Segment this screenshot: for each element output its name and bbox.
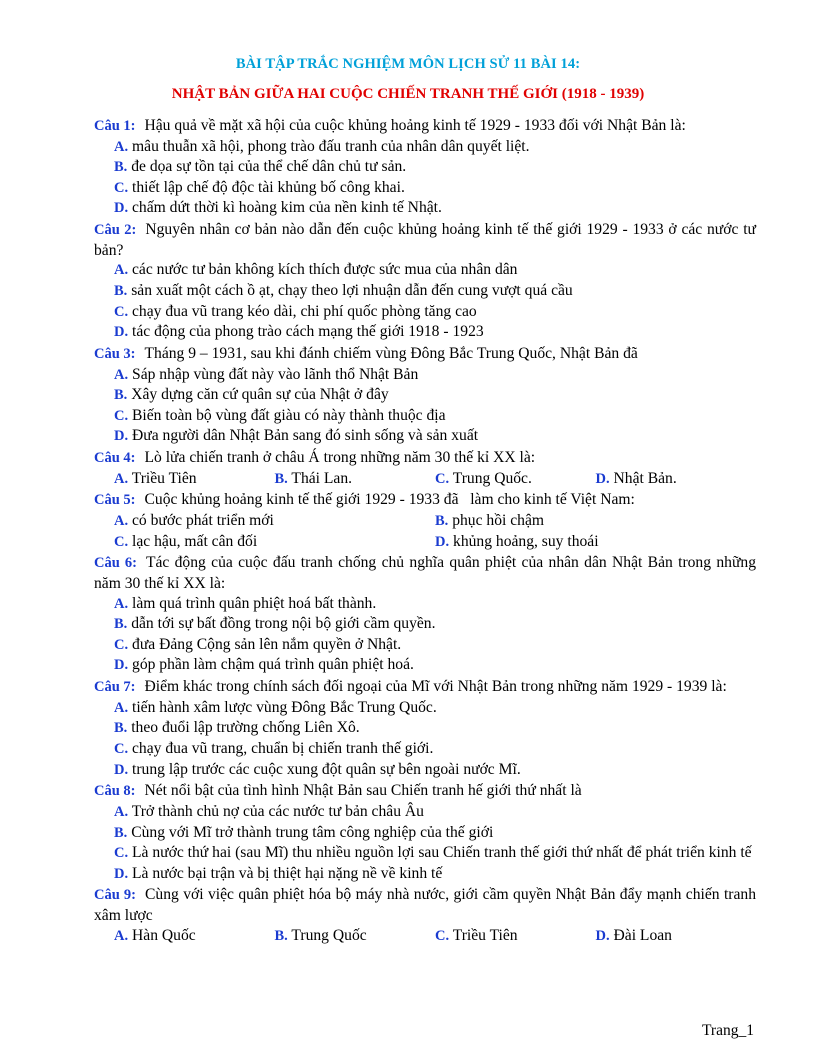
question-label: Câu 1: (94, 118, 136, 134)
option-letter: A. (114, 595, 129, 612)
question-1 (94, 116, 756, 219)
question-5 (94, 490, 756, 552)
option-letter: C. (435, 470, 450, 487)
option-a (114, 926, 275, 947)
option-text: sản xuất một cách ồ ạt, chạy theo lợi nhuận dẫn đến cung vượt quá cầu (131, 281, 573, 299)
option-text: Trung Quốc. (452, 469, 532, 487)
option-b (94, 281, 756, 302)
option-letter: B. (274, 927, 288, 944)
option-letter: D. (114, 657, 129, 674)
question-text: Tháng 9 – 1931, sau khi đánh chiếm vùng Đông Bắc Trung Quốc, Nhật Bản đã (144, 344, 638, 362)
option-letter: B. (114, 159, 128, 176)
question-text: Cuộc khủng hoảng kinh tế thế giới 1929 - 1933 đã làm cho kinh tế Việt Nam: (144, 491, 635, 509)
option-letter: D. (114, 200, 129, 217)
option-b (275, 469, 436, 490)
option-d (596, 926, 757, 947)
question-label: Câu 7: (94, 679, 136, 696)
question-stem (94, 781, 756, 802)
option-row (94, 511, 756, 532)
option-letter: B. (114, 387, 128, 404)
question-stem (94, 116, 756, 137)
option-b (94, 823, 756, 844)
option-letter: C. (114, 636, 129, 653)
question-stem (94, 490, 756, 511)
option-letter: D. (114, 324, 129, 341)
option-letter: D. (435, 533, 450, 550)
option-d (94, 760, 756, 781)
option-c (94, 635, 756, 656)
option-text: làm quá trình quân phiệt hoá bất thành. (132, 594, 377, 612)
option-text: Biến toàn bộ vùng đất giàu có này thành thuộc địa (132, 406, 446, 424)
option-letter: A. (114, 927, 129, 944)
option-c (94, 843, 756, 864)
question-text: Cùng với việc quân phiệt hóa bộ máy nhà nước, giới cầm quyền Nhật Bản đẩy mạnh chiến tranh xâm lược (94, 886, 756, 925)
question-4 (94, 448, 756, 489)
option-c (435, 926, 596, 947)
question-text: Lò lửa chiến tranh ở châu Á trong những năm 30 thế kỉ XX là: (144, 449, 536, 467)
option-text: tác động của phong trào cách mạng thế giới 1918 - 1923 (132, 323, 484, 341)
document-title: BÀI TẬP TRẮC NGHIỆM MÔN LỊCH SỬ 11 BÀI 14: (235, 56, 581, 72)
option-row (94, 469, 756, 490)
option-text: góp phần làm chậm quá trình quân phiệt hoá. (132, 656, 414, 674)
option-letter: C. (114, 845, 129, 862)
option-letter: A. (114, 262, 129, 279)
option-letter: D. (595, 927, 610, 944)
option-a (94, 594, 756, 615)
option-letter: C. (114, 179, 129, 196)
option-letter: C. (435, 927, 450, 944)
question-7 (94, 677, 756, 780)
option-text: mâu thuẫn xã hội, phong trào đấu tranh của nhân dân quyết liệt. (132, 137, 530, 155)
option-text: Trở thành chủ nợ của các nước tư bản châu Âu (131, 802, 424, 820)
option-letter: D. (114, 865, 129, 882)
option-letter: A. (114, 699, 129, 716)
option-b (94, 385, 756, 406)
option-letter: C. (114, 407, 129, 424)
question-stem (94, 553, 756, 593)
question-label: Câu 2: (94, 222, 137, 239)
option-text: theo đuổi lập trường chống Liên Xô. (131, 719, 360, 737)
option-text: phục hồi chậm (452, 512, 545, 530)
question-stem (94, 344, 756, 365)
option-row (94, 926, 756, 947)
option-a (94, 260, 756, 281)
option-text: Đưa người dân Nhật Bản sang đó sinh sống và sản xuất (132, 427, 479, 445)
option-text: chạy đua vũ trang, chuẩn bị chiến tranh thế giới. (132, 739, 434, 757)
option-text: Xây dựng căn cứ quân sự của Nhật ở đây (131, 386, 389, 404)
option-letter: A. (114, 138, 129, 155)
option-a (94, 137, 756, 158)
question-label: Câu 9: (94, 887, 137, 904)
option-a (94, 802, 756, 823)
question-list (94, 116, 756, 947)
option-letter: A. (114, 470, 129, 487)
option-text: chấm dứt thời kì hoàng kim của nền kinh tế Nhật. (132, 199, 442, 217)
option-b (94, 718, 756, 739)
option-text: Đài Loan (613, 926, 672, 944)
question-text: Điểm khác trong chính sách đối ngoại của Mĩ với Nhật Bản trong những năm 1929 - 1939 là: (144, 678, 727, 696)
document-subtitle: NHẬT BẢN GIỮA HAI CUỘC CHIẾN TRANH THẾ GIỚI (1918 - 1939) (171, 86, 645, 102)
question-stem (94, 885, 756, 925)
option-text: Nhật Bản. (613, 469, 677, 487)
option-d (435, 532, 756, 553)
option-letter: B. (114, 282, 128, 299)
option-c (94, 406, 756, 427)
option-letter: A. (114, 366, 129, 383)
option-letter: B. (114, 720, 128, 737)
question-8 (94, 781, 756, 884)
option-c (94, 178, 756, 199)
option-letter: D. (595, 470, 610, 487)
option-a (114, 511, 435, 532)
option-b (275, 926, 436, 947)
option-letter: B. (435, 513, 449, 530)
option-d (94, 322, 756, 343)
question-label: Câu 3: (94, 345, 136, 362)
option-d (94, 655, 756, 676)
option-row (94, 532, 756, 553)
option-text: lạc hậu, mất cân đối (132, 532, 258, 550)
question-text: Tác động của cuộc đấu tranh chống chủ nghĩa quân phiệt của nhân dân Nhật Bản trong những năm 30 thế kỉ XX là: (94, 554, 757, 592)
option-letter: A. (114, 513, 129, 530)
option-letter: C. (114, 533, 129, 550)
option-letter: D. (114, 761, 129, 778)
option-c (94, 739, 756, 760)
option-text: Triều Tiên (452, 926, 518, 944)
option-text: đe dọa sự tồn tại của thể chế dân chủ tư sản. (131, 158, 407, 176)
option-a (114, 469, 275, 490)
option-text: có bước phát triển mới (132, 512, 274, 530)
question-stem (94, 220, 756, 260)
option-letter: B. (114, 616, 128, 633)
page-number: Trang_1 (702, 1022, 754, 1039)
question-text: Nguyên nhân cơ bản nào dẫn đến cuộc khủng hoảng kinh tế thế giới 1929 - 1933 ở các nước tư bản? (94, 221, 756, 259)
option-text: đưa Đảng Cộng sản lên nắm quyền ở Nhật. (132, 635, 402, 653)
question-label: Câu 5: (94, 492, 136, 509)
option-text: Triều Tiên (131, 469, 197, 487)
option-text: Sáp nhập vùng đất này vào lãnh thổ Nhật Bản (132, 365, 419, 383)
question-label: Câu 8: (94, 783, 136, 800)
option-letter: B. (274, 470, 288, 487)
option-a (94, 698, 756, 719)
question-text: Nét nổi bật của tình hình Nhật Bản sau Chiến tranh hế giới thứ nhất là (144, 782, 582, 800)
option-text: Trung Quốc (291, 926, 367, 944)
option-c (435, 469, 596, 490)
option-text: Hàn Quốc (132, 926, 196, 944)
option-b (435, 511, 756, 532)
option-a (94, 365, 756, 386)
option-text: trung lập trước các cuộc xung đột quân sự bên ngoài nước Mĩ. (132, 760, 521, 778)
option-letter: D. (114, 428, 129, 445)
option-text: Thái Lan. (291, 469, 353, 487)
option-letter: A. (114, 803, 129, 820)
option-text: Cùng với Mĩ trở thành trung tâm công nghiệp của thế giới (131, 823, 494, 841)
option-text: thiết lập chế độ độc tài khủng bố công khai. (132, 178, 405, 196)
question-stem (94, 677, 756, 698)
question-2 (94, 220, 756, 343)
option-text: các nước tư bản không kích thích được sức mua của nhân dân (132, 261, 518, 279)
option-d (94, 198, 756, 219)
option-text: khủng hoảng, suy thoái (453, 532, 599, 550)
question-9 (94, 885, 756, 946)
option-text: dẫn tới sự bất đồng trong nội bộ giới cầm quyền. (131, 615, 436, 633)
option-text: Là nước thứ hai (sau Mĩ) thu nhiều nguồn lợi sau Chiến tranh thế giới thứ nhất để phát triển kinh tế (132, 844, 752, 862)
option-text: tiến hành xâm lược vùng Đông Bắc Trung Quốc. (132, 698, 437, 716)
option-c (94, 302, 756, 323)
option-letter: C. (114, 740, 129, 757)
question-label: Câu 6: (94, 555, 137, 572)
option-d (94, 864, 756, 885)
option-d (94, 426, 756, 447)
question-label: Câu 4: (94, 450, 136, 467)
option-text: chạy đua vũ trang kéo dài, chi phí quốc phòng tăng cao (132, 302, 477, 320)
question-stem (94, 448, 756, 469)
question-text: Hậu quả về mặt xã hội của cuộc khủng hoảng kinh tế 1929 - 1933 đối với Nhật Bản là: (144, 117, 686, 134)
option-text: Là nước bại trận và bị thiệt hại nặng nề về kinh tế (132, 864, 443, 882)
option-c (114, 532, 435, 553)
option-d (596, 469, 757, 490)
option-letter: B. (114, 824, 128, 841)
option-b (94, 157, 756, 178)
option-letter: C. (114, 303, 129, 320)
question-6 (94, 553, 756, 676)
option-b (94, 614, 756, 635)
question-3 (94, 344, 756, 447)
